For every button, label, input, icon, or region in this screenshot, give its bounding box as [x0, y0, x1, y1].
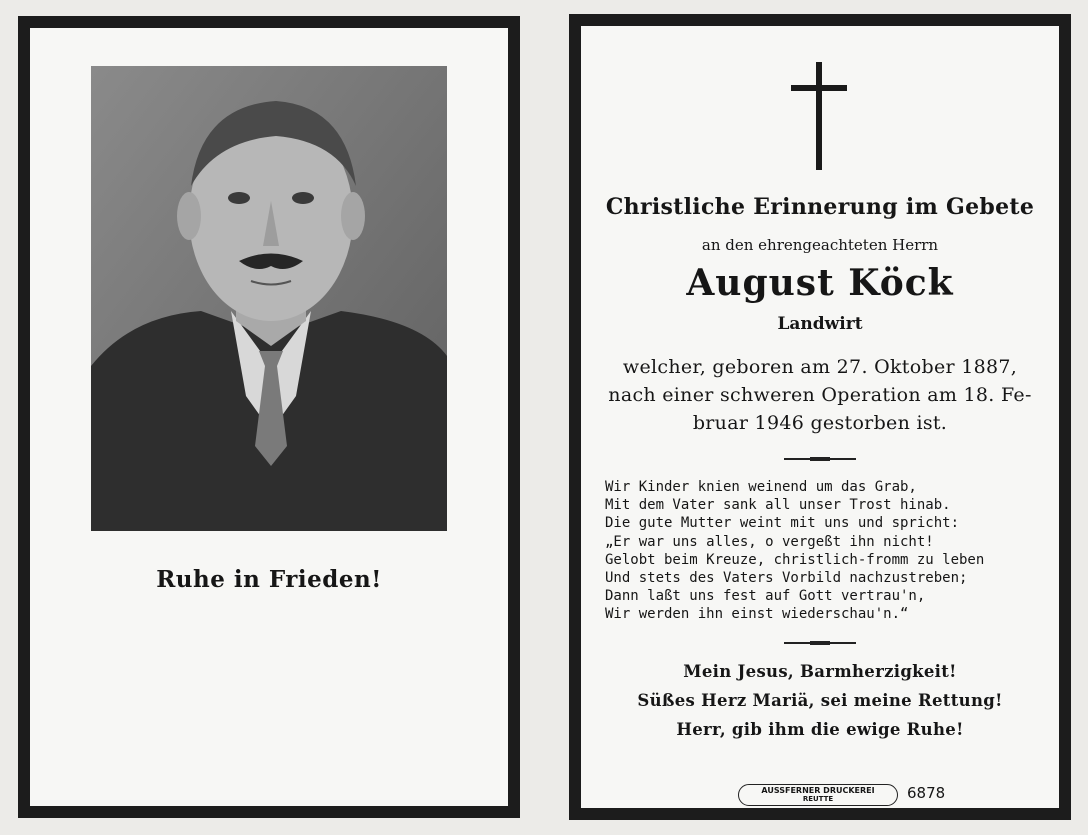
printer-city: REUTTE — [802, 795, 834, 803]
life-line: bruar 1946 gestorben ist. — [692, 412, 948, 434]
dedication-line: an den ehrengeachteten Herrn — [701, 236, 939, 254]
portrait-photo — [91, 66, 447, 531]
prayer-line: Herr, gib ihm die ewige Ruhe! — [676, 720, 964, 739]
poem-line: Wir Kinder knien weinend um das Grab, — [605, 479, 917, 495]
memorial-text-card — [569, 14, 1071, 820]
poem-line: Mit dem Vater sank all unser Trost hinab. — [605, 497, 951, 514]
life-line: nach einer schweren Operation am 18. Fe- — [608, 384, 1032, 406]
poem-line: Dann laßt uns fest auf Gott vertrau'n, — [605, 588, 926, 605]
printer-name: AUSSFERNER DRUCKEREI — [761, 786, 875, 795]
section-divider — [784, 642, 856, 644]
cross-icon — [791, 62, 847, 170]
memorial-heading: Christliche Erinnerung im Gebete — [605, 194, 1035, 220]
deceased-name: August Köck — [686, 262, 954, 304]
print-number: 6878 — [907, 784, 946, 802]
poem-line: Die gute Mutter weint mit uns und spricht: — [605, 515, 960, 532]
poem-line: „Er war uns alles, o vergeßt ihn nicht! — [605, 533, 934, 550]
poem-line: Wir werden ihn einst wiederschau'n.“ — [605, 606, 909, 623]
prayer-line: Mein Jesus, Barmherzigkeit! — [683, 662, 957, 681]
poem-line: Gelobt beim Kreuze, christlich-fromm zu leben — [605, 551, 985, 568]
printer-mark — [738, 784, 898, 806]
prayer-line: Süßes Herz Mariä, sei meine Rettung! — [637, 691, 1003, 710]
portrait-card — [18, 16, 520, 818]
memorial-poem — [605, 478, 1045, 624]
poem-line: Und stets des Vaters Vorbild nachzustreben; — [605, 570, 968, 587]
occupation: Landwirt — [777, 314, 863, 334]
rest-in-peace-caption: Ruhe in Frieden! — [156, 566, 382, 593]
section-divider — [784, 458, 856, 460]
life-line: welcher, geboren am 27. Oktober 1887, — [622, 356, 1018, 378]
